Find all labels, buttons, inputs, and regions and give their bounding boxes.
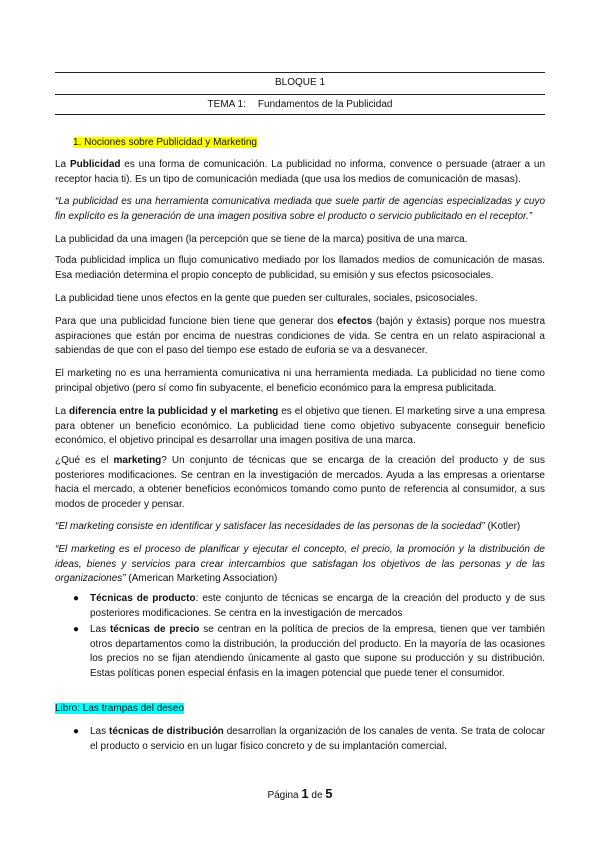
tema-title xyxy=(55,99,545,110)
bullet-pre: Las xyxy=(90,624,110,635)
distribucion-list xyxy=(55,725,545,756)
paragraph-efectos-gente: La publicidad tiene unos efectos en la gente que pueden ser culturales, sociales, psicosociales. xyxy=(55,293,478,304)
p1-bold-publicidad: Publicidad xyxy=(69,159,121,170)
paragraph-marketing-no-herramienta: El marketing no es una herramienta comunicativa ni una herramienta mediada. La publicidad no tiene como principal objetivo (pero sí como fin subyacente, el beneficio económico para la empresa publicitada. xyxy=(55,368,545,394)
paragraph-que-es-marketing xyxy=(55,454,545,512)
paragraph-flujo-comunicativo: Toda publicidad implica un flujo comunicativo mediado por los llamados medios de comunicación de masas. Esa mediación determina el propio concepto de publicidad, su emisión y sus efectos psicosociales. xyxy=(55,255,545,281)
paragraph-efectos xyxy=(55,315,545,359)
list-item xyxy=(55,592,545,621)
bullet-icon: ● xyxy=(73,593,80,604)
list-item xyxy=(55,725,545,754)
tema-name: Fundamentos de la Publicidad xyxy=(257,99,393,110)
p5-text-c: (bajón y éxtasis) porque nos muestra aspiraciones que están por encima de nuestras condiciones de vida. Se centra en un relato aspiracional a sabiendas de que con el paso del tiempo ese estado de euforia se va a desvanecer. xyxy=(55,316,545,356)
p1-text-c: es una forma de comunicación. La publicidad no informa, convence o persuade (atraer a un receptor hacia ti). Es un tipo de comunicación mediada (que usa los medios de comunicación de masas). xyxy=(55,159,546,185)
bullet-text: : este conjunto de técnicas se encarga de la creación del producto y de sus posteriores modificaciones. Se centra en la investigación de mercados xyxy=(90,593,545,619)
paragraph-imagen-marca: La publicidad da una imagen (la percepción que se tiene de la marca) positiva de una marca. xyxy=(55,234,468,245)
quote-ama xyxy=(55,543,545,587)
bullet-bold: técnicas de precio xyxy=(109,624,200,635)
quote-kotler xyxy=(55,520,545,535)
bullet-bold: Técnicas de producto xyxy=(90,593,196,604)
section-heading xyxy=(73,136,257,151)
book-label xyxy=(55,702,184,717)
header-top-rule xyxy=(55,72,545,73)
bullet-text: desarrollan la organización de los canales de venta. Se trata de colocar el producto o servicio en un lugar físico concreto y de su implantación comercial. xyxy=(90,726,546,752)
bullet-bold: técnicas de distribución xyxy=(109,726,224,737)
footer-pagina-label: Página xyxy=(267,790,302,801)
p8-bold-marketing: marketing xyxy=(113,455,162,466)
p1-text-a: La xyxy=(55,159,70,170)
tecnicas-list xyxy=(55,592,545,683)
tema-number: TEMA 1: xyxy=(207,99,246,110)
footer-de-label: de xyxy=(308,790,326,801)
section-heading-text: 1. Nociones sobre Publicidad y Marketing xyxy=(73,137,257,148)
footer-total-pages: 5 xyxy=(325,786,333,801)
footer-page-number: 1 xyxy=(301,786,309,801)
quote2-author: (Kotler) xyxy=(484,521,521,532)
bullet-text: se centran en la política de precios de la empresa, tienen que ver también otros departamentos como la distribución, la producción del producto. En la mayoría de las ocasiones los precios no se fijan atendiendo únicamente al gasto que supone su producción y su distribución. Estas políticas ponen especial énfasis en la imagen potencial que puede tener el consumidor. xyxy=(90,624,545,679)
paragraph-diferencia xyxy=(55,405,545,449)
quote3-author: (American Marketing Association) xyxy=(125,573,278,584)
p5-text-a: Para que una publicidad funcione bien tiene que generar dos xyxy=(55,316,338,327)
quote2-text: “El marketing consiste en identificar y satisfacer las necesidades de las personas de la sociedad” xyxy=(55,521,485,532)
quote-publicidad-definition: “La publicidad es una herramienta comunicativa mediada que suele partir de agencias especializadas y cuyo fin explícito es la generación de una imagen positiva sobre el producto o servicio publicitado en el receptor.” xyxy=(55,196,545,222)
p8-text-a: ¿Qué es el xyxy=(55,455,114,466)
p7-text-c: es el objetivo que tienen. El marketing sirve a una empresa para obtener un beneficio económico. La publicidad tiene como objetivo subyacente conseguir beneficio económico, el objetivo principal es desarrollar una imagen positiva de una marca. xyxy=(55,406,545,446)
header-bottom-rule xyxy=(55,114,545,115)
bullet-icon: ● xyxy=(73,624,80,635)
p5-bold-efectos: efectos xyxy=(337,316,373,327)
book-label-text: Libro: Las trampas del deseo xyxy=(55,703,184,714)
page-footer xyxy=(55,786,545,801)
list-item xyxy=(55,623,545,681)
bullet-pre: Las xyxy=(90,726,110,737)
quote3-text: “El marketing es el proceso de planificar y ejecutar el concepto, el precio, la promoción y la distribución de ideas, bienes y servicios para crear intercambios que satisfagan los objetivos de las personas y de las organizaciones” xyxy=(55,544,545,584)
paragraph-publicidad-definition xyxy=(55,158,545,187)
header-mid-rule xyxy=(55,94,545,95)
bullet-icon: ● xyxy=(73,726,80,737)
p8-text-c: ? Un conjunto de técnicas que se encarga de la creación del producto y de sus posteriores modificaciones. Se centran en la investigación de mercados. Ayuda a las empresas a orientarse hacia el mercado, a obtener beneficios económicos tomando como punto de referencia al consumidor, a sus modos de proceder y pensar. xyxy=(55,455,545,510)
p7-bold-diferencia: diferencia entre la publicidad y el marketing xyxy=(69,406,279,417)
block-title: BLOQUE 1 xyxy=(274,77,326,88)
p7-text-a: La xyxy=(55,406,70,417)
